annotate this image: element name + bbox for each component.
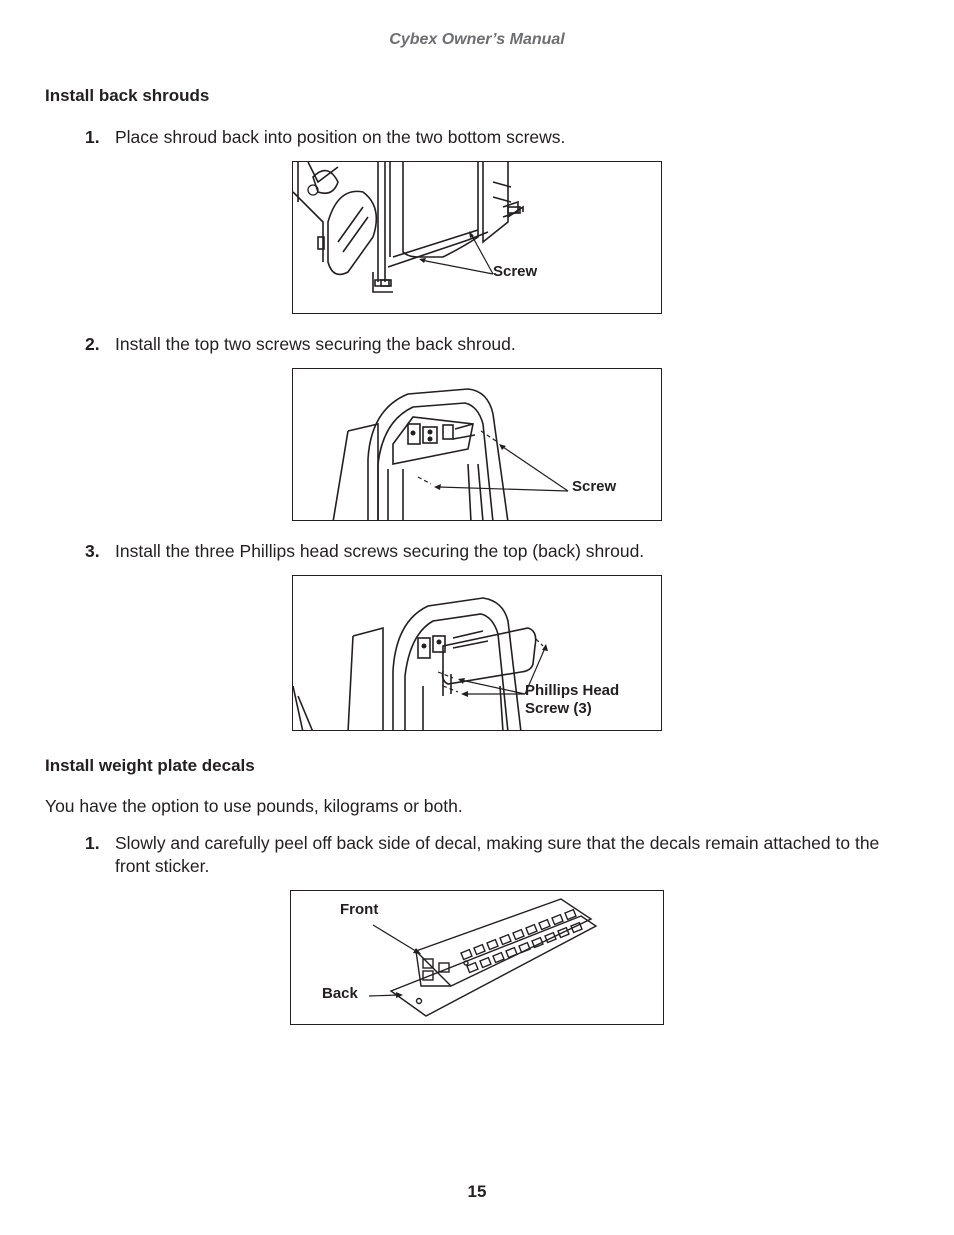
- step-2-back-shroud: [85, 333, 915, 356]
- step-number: 1.: [85, 833, 100, 853]
- section-heading-back-shrouds: Install back shrouds: [45, 86, 210, 105]
- step-number: 3.: [85, 541, 100, 561]
- screw-label: Screw: [493, 263, 538, 280]
- manual-header-title: Cybex Owner’s Manual: [389, 31, 565, 48]
- top-shroud-illustration: [293, 576, 662, 731]
- phillips-head-count-label: Screw (3): [525, 700, 592, 717]
- figure-bottom-screws: [292, 161, 662, 314]
- figure-phillips-screws: [292, 575, 662, 731]
- page-number: 15: [467, 1182, 487, 1201]
- step-1-back-shroud: [85, 126, 915, 149]
- shroud-top-illustration: [293, 369, 662, 521]
- step-text: Install the three Phillips head screws securing the top (back) shroud.: [115, 541, 645, 561]
- figure-decal-sticker: [290, 890, 664, 1025]
- step-text: Slowly and carefully peel off back side of decal, making sure that the decals remain attached to the front sticker.: [115, 833, 880, 876]
- screw-label: Screw: [572, 478, 617, 495]
- shroud-bottom-illustration: [293, 162, 662, 314]
- step-3-top-shroud: [85, 540, 915, 563]
- figure-top-screws: [292, 368, 662, 521]
- front-label: Front: [340, 901, 379, 918]
- decal-options-paragraph: You have the option to use pounds, kilograms or both.: [45, 796, 463, 816]
- step-number: 2.: [85, 334, 100, 354]
- step-number: 1.: [85, 127, 100, 147]
- phillips-head-label: Phillips Head: [525, 682, 620, 699]
- step-1-decal: [85, 832, 915, 878]
- section-heading-weight-decals: Install weight plate decals: [45, 756, 255, 775]
- step-text: Place shroud back into position on the two bottom screws.: [115, 127, 566, 147]
- back-label: Back: [322, 985, 358, 1002]
- step-text: Install the top two screws securing the back shroud.: [115, 334, 516, 354]
